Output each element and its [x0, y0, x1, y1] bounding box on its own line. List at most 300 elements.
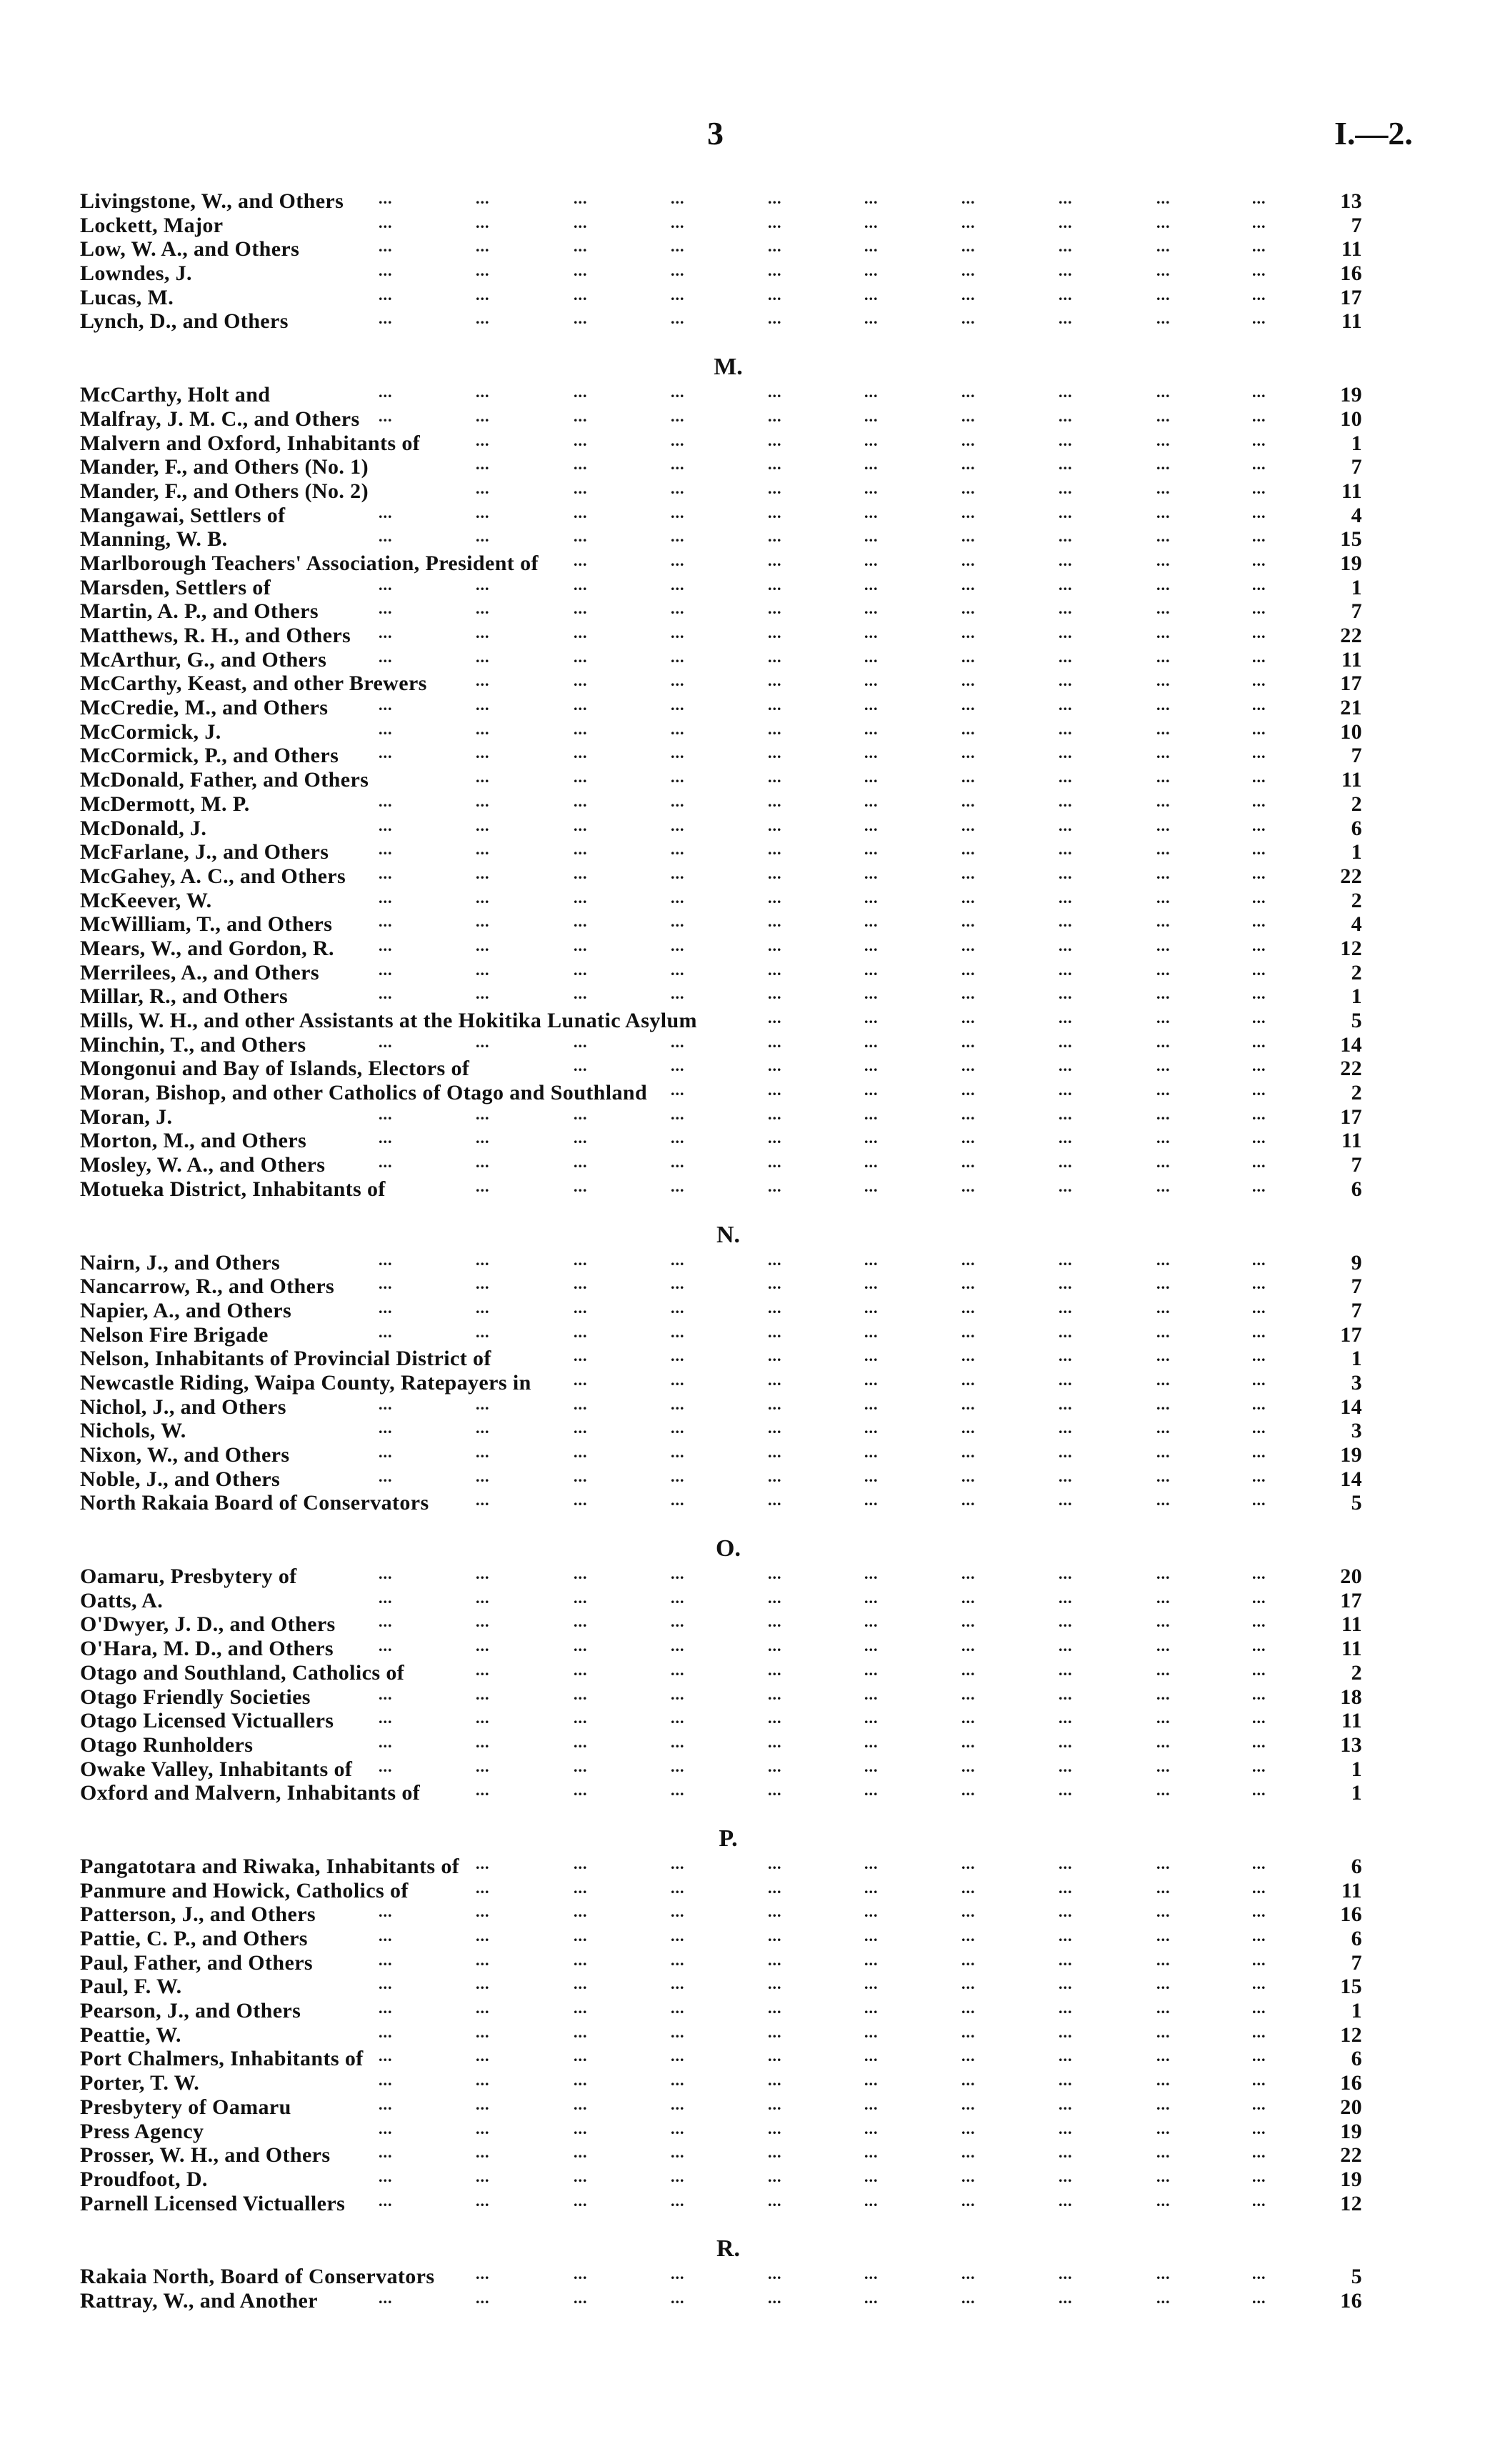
leader-dots: ... — [379, 237, 393, 256]
leader-dots: ... — [864, 2167, 879, 2185]
leader-dots: ... — [1252, 1999, 1266, 2017]
leader-dots: ... — [671, 309, 685, 328]
index-entry — [80, 2047, 1362, 2071]
leader-dots: ... — [476, 1588, 490, 1607]
index-entry — [80, 744, 1362, 768]
entry-page: 2 — [1351, 960, 1362, 984]
leader-dots: ... — [1156, 1129, 1171, 1147]
leader-dots: ... — [768, 912, 782, 931]
entry-page: 16 — [1340, 2071, 1362, 2095]
entry-page: 3 — [1351, 1370, 1362, 1395]
entry-page: 20 — [1340, 1565, 1362, 1589]
leader-dots: ... — [574, 1057, 588, 1075]
leader-dots: ... — [1156, 1347, 1171, 1365]
leader-dots: ... — [961, 1009, 976, 1027]
leader-dots: ... — [671, 455, 685, 474]
leader-dots: ... — [1252, 261, 1266, 280]
leader-dots: ... — [961, 1177, 976, 1195]
leader-dots: ... — [864, 1177, 879, 1195]
leader-dots: ... — [574, 575, 588, 594]
leader-dots: ... — [961, 261, 976, 280]
leader-dots: ... — [1252, 1660, 1266, 1679]
leader-dots: ... — [574, 2071, 588, 2090]
leader-dots: ... — [574, 237, 588, 256]
leader-dots: ... — [768, 1902, 782, 1921]
leader-dots: ... — [574, 624, 588, 642]
leader-dots: ... — [1252, 1781, 1266, 1800]
leader-dots: ... — [671, 503, 685, 522]
leader-dots: ... — [671, 864, 685, 882]
leader-dots: ... — [574, 551, 588, 569]
leader-dots: ... — [864, 840, 879, 859]
leader-dots: ... — [1059, 1177, 1073, 1195]
leader-dots: ... — [574, 479, 588, 497]
leader-dots: ... — [1156, 1732, 1171, 1751]
leader-dots: ... — [671, 575, 685, 594]
leader-dots: ... — [1059, 984, 1073, 1003]
leader-dots: ... — [1156, 2022, 1171, 2041]
entry-page: 16 — [1340, 2288, 1362, 2313]
leader-dots: ... — [1059, 888, 1073, 907]
entry-name: Oxford and Malvern, Inhabitants of — [80, 1781, 421, 1805]
index-entry — [80, 1951, 1362, 1975]
leader-dots: ... — [961, 237, 976, 256]
entry-name: Oamaru, Presbytery of — [80, 1565, 297, 1589]
index-entry — [80, 1467, 1362, 1492]
leader-dots: ... — [1059, 1250, 1073, 1269]
index-entry — [80, 1057, 1362, 1081]
leader-dots: ... — [671, 2191, 685, 2210]
leader-dots: ... — [1252, 1685, 1266, 1703]
leader-dots: ... — [574, 406, 588, 425]
leader-dots: ... — [671, 1298, 685, 1317]
leader-dots: ... — [864, 527, 879, 546]
leader-dots: ... — [768, 647, 782, 666]
leader-dots: ... — [961, 672, 976, 690]
leader-dots: ... — [1252, 1129, 1266, 1147]
leader-dots: ... — [768, 1588, 782, 1607]
leader-dots: ... — [1059, 840, 1073, 859]
entry-name: Otago and Southland, Catholics of — [80, 1660, 405, 1685]
leader-dots: ... — [961, 1104, 976, 1123]
leader-dots: ... — [1059, 1709, 1073, 1727]
leader-dots: ... — [768, 1057, 782, 1075]
leader-dots: ... — [1252, 1927, 1266, 1945]
leader-dots: ... — [476, 1565, 490, 1583]
entry-name: Matthews, R. H., and Others — [80, 624, 351, 647]
leader-dots: ... — [1059, 1878, 1073, 1897]
leader-dots: ... — [1156, 744, 1171, 762]
index-entry — [80, 624, 1362, 648]
leader-dots: ... — [768, 213, 782, 231]
leader-dots: ... — [574, 719, 588, 738]
index-entry — [80, 286, 1362, 310]
leader-dots: ... — [1252, 2119, 1266, 2138]
entry-name: Malfray, J. M. C., and Others — [80, 406, 360, 431]
leader-dots: ... — [864, 696, 879, 714]
leader-dots: ... — [671, 2119, 685, 2138]
leader-dots: ... — [1252, 2095, 1266, 2113]
entry-page: 1 — [1351, 1999, 1362, 2023]
leader-dots: ... — [476, 2119, 490, 2138]
leader-dots: ... — [864, 1781, 879, 1800]
leader-dots: ... — [1156, 1588, 1171, 1607]
leader-dots: ... — [671, 1757, 685, 1775]
entry-name: McArthur, G., and Others — [80, 647, 327, 672]
leader-dots: ... — [476, 599, 490, 618]
leader-dots: ... — [768, 1009, 782, 1027]
leader-dots: ... — [671, 912, 685, 931]
leader-dots: ... — [1252, 599, 1266, 618]
leader-dots: ... — [864, 984, 879, 1003]
leader-dots: ... — [1156, 672, 1171, 690]
leader-dots: ... — [476, 1322, 490, 1341]
leader-dots: ... — [864, 261, 879, 280]
index-entry — [80, 599, 1362, 624]
leader-dots: ... — [476, 1927, 490, 1945]
leader-dots: ... — [476, 719, 490, 738]
leader-dots: ... — [1059, 309, 1073, 328]
leader-dots: ... — [864, 309, 879, 328]
leader-dots: ... — [379, 406, 393, 425]
leader-dots: ... — [1156, 1854, 1171, 1872]
leader-dots: ... — [476, 1660, 490, 1679]
leader-dots: ... — [768, 285, 782, 304]
leader-dots: ... — [1059, 2095, 1073, 2113]
index-entry — [80, 2265, 1362, 2289]
leader-dots: ... — [961, 1854, 976, 1872]
index-entry — [80, 237, 1362, 261]
leader-dots: ... — [671, 768, 685, 787]
index-entry — [80, 407, 1362, 432]
leader-dots: ... — [574, 1927, 588, 1945]
leader-dots: ... — [1059, 1081, 1073, 1099]
leader-dots: ... — [1156, 2047, 1171, 2065]
leader-dots: ... — [1156, 1370, 1171, 1389]
leader-dots: ... — [671, 1443, 685, 1461]
leader-dots: ... — [961, 696, 976, 714]
leader-dots: ... — [864, 672, 879, 690]
entry-name: Minchin, T., and Others — [80, 1032, 306, 1057]
entry-page: 1 — [1351, 840, 1362, 864]
leader-dots: ... — [379, 1298, 393, 1317]
index-entry — [80, 1879, 1362, 1903]
index-entry — [80, 792, 1362, 817]
entry-name: Lowndes, J. — [80, 261, 192, 286]
section-heading: R. — [716, 2235, 741, 2263]
leader-dots: ... — [476, 2191, 490, 2210]
leader-dots: ... — [1059, 1975, 1073, 1993]
leader-dots: ... — [768, 1950, 782, 1969]
index-entry — [80, 1733, 1362, 1757]
entry-name: Paul, F. W. — [80, 1975, 182, 1999]
index-entry — [80, 1129, 1362, 1153]
entry-name: Presbytery of Oamaru — [80, 2095, 291, 2119]
leader-dots: ... — [1252, 383, 1266, 401]
entry-name: Rakaia North, Board of Conservators — [80, 2265, 435, 2289]
leader-dots: ... — [864, 1612, 879, 1631]
leader-dots: ... — [574, 2167, 588, 2185]
leader-dots: ... — [1252, 1491, 1266, 1510]
leader-dots: ... — [671, 2265, 685, 2283]
leader-dots: ... — [1252, 503, 1266, 522]
entry-name: Marlborough Teachers' Association, President of — [80, 551, 539, 575]
leader-dots: ... — [768, 383, 782, 401]
leader-dots: ... — [961, 599, 976, 618]
leader-dots: ... — [864, 1660, 879, 1679]
leader-dots: ... — [1252, 1588, 1266, 1607]
leader-dots: ... — [476, 864, 490, 882]
leader-dots: ... — [1156, 2119, 1171, 2138]
leader-dots: ... — [961, 575, 976, 594]
leader-dots: ... — [864, 1322, 879, 1341]
leader-dots: ... — [1252, 1009, 1266, 1027]
leader-dots: ... — [1059, 1902, 1073, 1921]
leader-dots: ... — [1059, 599, 1073, 618]
leader-dots: ... — [1059, 455, 1073, 474]
leader-dots: ... — [961, 1757, 976, 1775]
leader-dots: ... — [1252, 237, 1266, 256]
index-entry — [80, 383, 1362, 407]
leader-dots: ... — [1156, 1927, 1171, 1945]
leader-dots: ... — [476, 1781, 490, 1800]
leader-dots: ... — [574, 1975, 588, 1993]
index-entry — [80, 504, 1362, 528]
index-entry — [80, 1177, 1362, 1202]
leader-dots: ... — [768, 1757, 782, 1775]
entry-page: 19 — [1340, 2167, 1362, 2191]
leader-dots: ... — [1252, 285, 1266, 304]
entry-name: Mosley, W. A., and Others — [80, 1153, 326, 1177]
leader-dots: ... — [379, 383, 393, 401]
leader-dots: ... — [1156, 1660, 1171, 1679]
leader-dots: ... — [1252, 768, 1266, 787]
leader-dots: ... — [1156, 2288, 1171, 2307]
leader-dots: ... — [1252, 1950, 1266, 1969]
leader-dots: ... — [961, 309, 976, 328]
leader-dots: ... — [1252, 1612, 1266, 1631]
leader-dots: ... — [671, 1129, 685, 1147]
leader-dots: ... — [1156, 237, 1171, 256]
leader-dots: ... — [1252, 551, 1266, 569]
entry-page: 11 — [1341, 309, 1362, 334]
leader-dots: ... — [379, 2071, 393, 2090]
leader-dots: ... — [864, 1370, 879, 1389]
leader-dots: ... — [1156, 575, 1171, 594]
leader-dots: ... — [671, 1081, 685, 1099]
leader-dots: ... — [1252, 816, 1266, 834]
entry-page: 14 — [1340, 1395, 1362, 1419]
leader-dots: ... — [379, 1927, 393, 1945]
leader-dots: ... — [574, 1153, 588, 1172]
leader-dots: ... — [1059, 189, 1073, 207]
leader-dots: ... — [574, 1443, 588, 1461]
entry-page: 5 — [1351, 2265, 1362, 2289]
leader-dots: ... — [1156, 1878, 1171, 1897]
leader-dots: ... — [1156, 455, 1171, 474]
leader-dots: ... — [961, 189, 976, 207]
leader-dots: ... — [1156, 383, 1171, 401]
leader-dots: ... — [1059, 1757, 1073, 1775]
leader-dots: ... — [1252, 864, 1266, 882]
leader-dots: ... — [574, 840, 588, 859]
leader-dots: ... — [768, 2167, 782, 2185]
leader-dots: ... — [379, 1757, 393, 1775]
page-number: 3 — [707, 115, 724, 151]
leader-dots: ... — [768, 1565, 782, 1583]
entry-name: Otago Friendly Societies — [80, 1685, 311, 1709]
leader-dots: ... — [574, 936, 588, 954]
leader-dots: ... — [379, 1588, 393, 1607]
leader-dots: ... — [768, 2265, 782, 2283]
leader-dots: ... — [1059, 551, 1073, 569]
leader-dots: ... — [379, 888, 393, 907]
leader-dots: ... — [671, 960, 685, 979]
leader-dots: ... — [768, 864, 782, 882]
leader-dots: ... — [768, 984, 782, 1003]
leader-dots: ... — [864, 1032, 879, 1051]
leader-dots: ... — [768, 1467, 782, 1485]
leader-dots: ... — [864, 1709, 879, 1727]
leader-dots: ... — [476, 213, 490, 231]
leader-dots: ... — [1252, 647, 1266, 666]
entry-name: Port Chalmers, Inhabitants of — [80, 2047, 364, 2071]
leader-dots: ... — [476, 1395, 490, 1413]
leader-dots: ... — [961, 912, 976, 931]
entry-name: Proudfoot, D. — [80, 2167, 208, 2191]
index-entry — [80, 1685, 1362, 1710]
leader-dots: ... — [864, 575, 879, 594]
entry-page: 11 — [1341, 237, 1362, 261]
leader-dots: ... — [574, 1467, 588, 1485]
entry-page: 17 — [1340, 1322, 1362, 1347]
index-entry — [80, 1999, 1362, 2023]
leader-dots: ... — [379, 309, 393, 328]
leader-dots: ... — [1059, 213, 1073, 231]
leader-dots: ... — [961, 2191, 976, 2210]
leader-dots: ... — [1156, 2265, 1171, 2283]
leader-dots: ... — [574, 1298, 588, 1317]
leader-dots: ... — [864, 1081, 879, 1099]
leader-dots: ... — [961, 816, 976, 834]
leader-dots: ... — [1252, 1153, 1266, 1172]
leader-dots: ... — [961, 383, 976, 401]
leader-dots: ... — [671, 840, 685, 859]
leader-dots: ... — [379, 1732, 393, 1751]
leader-dots: ... — [961, 624, 976, 642]
leader-dots: ... — [768, 936, 782, 954]
leader-dots: ... — [379, 1612, 393, 1631]
leader-dots: ... — [961, 1275, 976, 1293]
leader-dots: ... — [864, 2143, 879, 2162]
leader-dots: ... — [1252, 936, 1266, 954]
entry-page: 1 — [1351, 1781, 1362, 1805]
leader-dots: ... — [379, 840, 393, 859]
leader-dots: ... — [961, 1443, 976, 1461]
entry-page: 7 — [1351, 1950, 1362, 1975]
leader-dots: ... — [961, 551, 976, 569]
leader-dots: ... — [864, 551, 879, 569]
leader-dots: ... — [1059, 1057, 1073, 1075]
entry-page: 11 — [1341, 1129, 1362, 1153]
leader-dots: ... — [574, 1660, 588, 1679]
leader-dots: ... — [671, 672, 685, 690]
leader-dots: ... — [1156, 1395, 1171, 1413]
leader-dots: ... — [476, 1878, 490, 1897]
leader-dots: ... — [476, 2265, 490, 2283]
leader-dots: ... — [671, 406, 685, 425]
entry-page: 22 — [1340, 1057, 1362, 1081]
entry-page: 21 — [1340, 696, 1362, 720]
leader-dots: ... — [1059, 768, 1073, 787]
leader-dots: ... — [671, 1032, 685, 1051]
entry-name: Pangatotara and Riwaka, Inhabitants of — [80, 1854, 460, 1878]
leader-dots: ... — [768, 1419, 782, 1437]
entry-name: McDonald, Father, and Others — [80, 768, 369, 792]
leader-dots: ... — [1156, 936, 1171, 954]
leader-dots: ... — [1156, 1975, 1171, 1993]
leader-dots: ... — [961, 1347, 976, 1365]
leader-dots: ... — [574, 1878, 588, 1897]
entry-page: 19 — [1340, 383, 1362, 407]
entry-name: McWilliam, T., and Others — [80, 912, 333, 937]
index-entry — [80, 2095, 1362, 2120]
leader-dots: ... — [1156, 647, 1171, 666]
entry-name: Morton, M., and Others — [80, 1129, 307, 1153]
entry-page: 11 — [1341, 1612, 1362, 1637]
entry-page: 13 — [1340, 1732, 1362, 1757]
leader-dots: ... — [574, 912, 588, 931]
leader-dots: ... — [671, 2143, 685, 2162]
entry-name: Porter, T. W. — [80, 2071, 200, 2095]
leader-dots: ... — [574, 383, 588, 401]
leader-dots: ... — [1059, 1322, 1073, 1341]
leader-dots: ... — [1059, 2119, 1073, 2138]
leader-dots: ... — [379, 1709, 393, 1727]
leader-dots: ... — [671, 1419, 685, 1437]
leader-dots: ... — [1156, 599, 1171, 618]
leader-dots: ... — [961, 2288, 976, 2307]
leader-dots: ... — [1252, 1565, 1266, 1583]
entry-page: 2 — [1351, 1660, 1362, 1685]
leader-dots: ... — [671, 936, 685, 954]
leader-dots: ... — [1156, 261, 1171, 280]
leader-dots: ... — [1156, 1685, 1171, 1703]
leader-dots: ... — [476, 527, 490, 546]
index-entry — [80, 1033, 1362, 1057]
leader-dots: ... — [961, 1660, 976, 1679]
leader-dots: ... — [961, 1395, 976, 1413]
leader-dots: ... — [1252, 1395, 1266, 1413]
leader-dots: ... — [864, 960, 879, 979]
leader-dots: ... — [574, 1588, 588, 1607]
leader-dots: ... — [864, 744, 879, 762]
leader-dots: ... — [1059, 1565, 1073, 1583]
entry-page: 1 — [1351, 1347, 1362, 1371]
index-entry — [80, 937, 1362, 961]
leader-dots: ... — [671, 2022, 685, 2041]
leader-dots: ... — [1156, 1467, 1171, 1485]
leader-dots: ... — [574, 309, 588, 328]
leader-dots: ... — [379, 2191, 393, 2210]
index-entry — [80, 1443, 1362, 1467]
leader-dots: ... — [379, 719, 393, 738]
leader-dots: ... — [1252, 1104, 1266, 1123]
leader-dots: ... — [1059, 1467, 1073, 1485]
leader-dots: ... — [476, 1129, 490, 1147]
leader-dots: ... — [574, 1491, 588, 1510]
leader-dots: ... — [671, 599, 685, 618]
